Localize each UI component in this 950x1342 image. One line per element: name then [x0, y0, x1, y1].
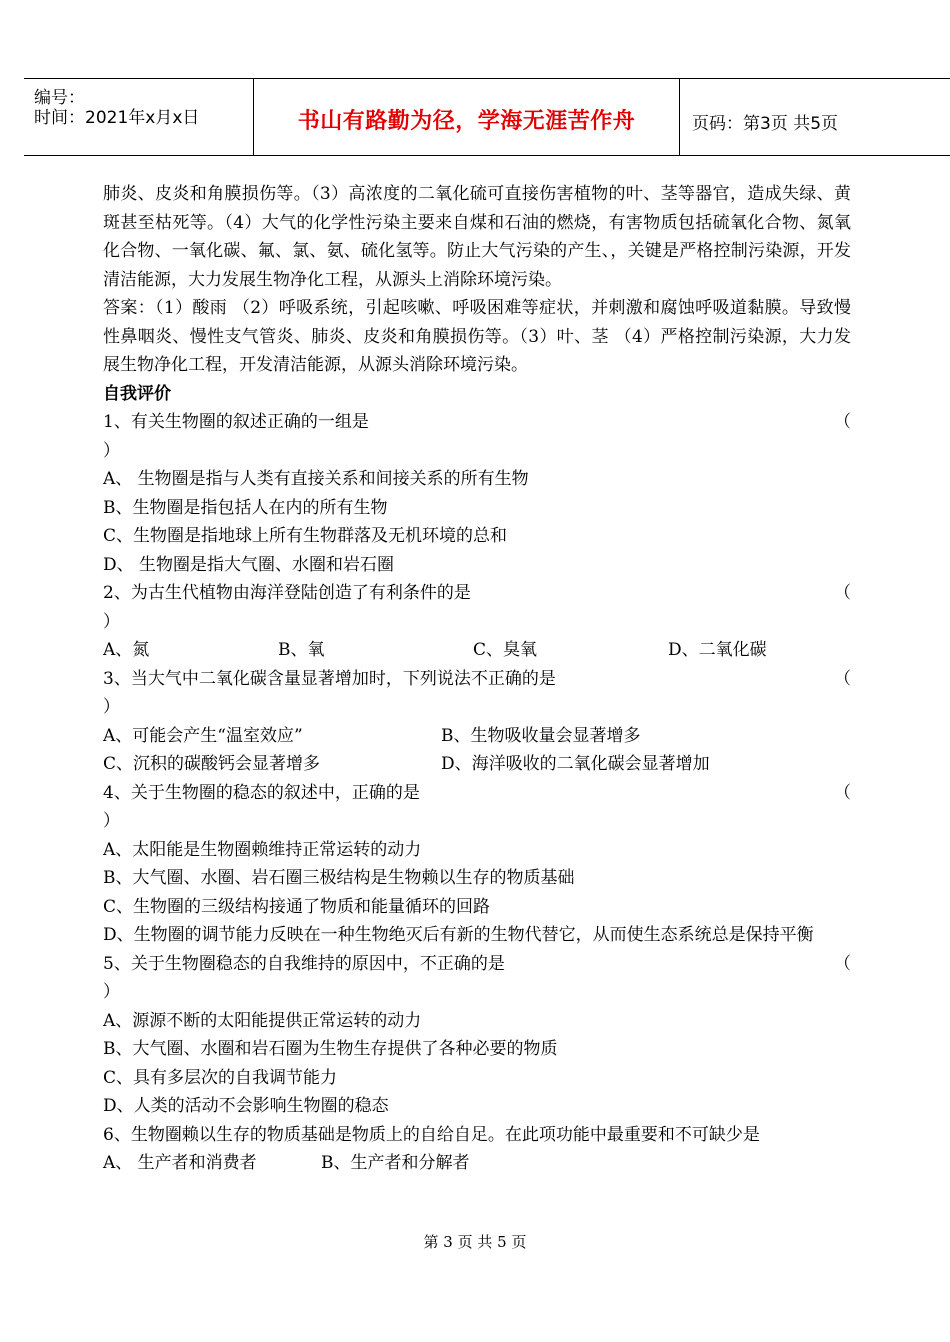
document-body — [103, 180, 851, 1178]
question-5 — [103, 950, 851, 979]
question-3-stem: 3、当大气中二氧化碳含量显著增加时，下列说法不正确的是 — [103, 668, 556, 689]
question-1-option-c: C、生物圈是指地球上所有生物群落及无机环境的总和 — [103, 526, 508, 546]
header-page-cell — [680, 79, 950, 155]
question-2-stem: 2、为古生代植物由海洋登陆创造了有利条件的是 — [103, 583, 471, 603]
question-1-stem: 1、有关生物圈的叙述正确的一组是 — [103, 412, 369, 432]
question-3-options-cd — [103, 750, 851, 779]
question-1-close-paren: ） — [103, 440, 120, 461]
page-info: 页码：第3页 共5页 — [692, 114, 839, 134]
question-2-options — [103, 636, 851, 665]
question-6-option-b: B、生产者和分解者 — [321, 1153, 470, 1173]
question-1-option-b: B、生物圈是指包括人在内的所有生物 — [103, 497, 388, 518]
question-4-option-a: A、太阳能是生物圈赖维持正常运转的动力 — [103, 839, 422, 860]
question-3 — [103, 665, 851, 694]
question-5-option-a: A、源源不断的太阳能提供正常运转的动力 — [103, 1010, 422, 1031]
question-3-open-paren: （ — [834, 668, 851, 689]
question-1-option-d: D、 生物圈是指大气圈、水圈和岩石圈 — [103, 554, 395, 575]
question-1 — [103, 408, 851, 437]
header-info-cell — [24, 79, 254, 155]
question-3-close-paren: ） — [103, 697, 120, 717]
self-eval-heading: 自我评价 — [103, 383, 171, 404]
question-5-close-paren: ） — [103, 982, 120, 1002]
question-5-option-c: C、具有多层次的自我调节能力 — [103, 1067, 338, 1088]
question-2-option-c: C、臭氧 — [473, 640, 538, 660]
question-6-options — [103, 1149, 851, 1178]
question-2-close-paren: ） — [103, 611, 120, 632]
question-3-options-ab — [103, 722, 851, 751]
page-header — [24, 78, 950, 156]
question-2 — [103, 579, 851, 608]
question-5-option-d: D、人类的活动不会影响生物圈的稳态 — [103, 1096, 389, 1116]
time-label: 时间：2021年x月x日 — [34, 108, 200, 128]
question-4 — [103, 779, 851, 808]
question-3-option-a: A、可能会产生“温室效应” — [103, 725, 303, 746]
question-1-option-a: A、 生物圈是指与人类有直接关系和间接关系的所有生物 — [103, 469, 529, 489]
question-2-open-paren: （ — [834, 583, 851, 603]
paragraph-1: 肺炎、皮炎和角膜损伤等。（3）高浓度的二氧化硫可直接伤害植物的叶、茎等器官，造成失绿、黄斑甚至枯死等。（4）大气的化学性污染主要来自煤和石油的燃烧，有害物质包括硫氧化合物、氮氧化合物、一氧化碳、氟、氯、氨、硫化氢等。防止大气污染的产生、，关键是严格控制污染源，开发清洁能源，大力发展生物净化工程，从源头上消除环境污染。 — [103, 184, 851, 290]
question-4-option-c: C、生物圈的三级结构接通了物质和能量循环的回路 — [103, 896, 491, 917]
question-5-stem: 5、关于生物圈稳态的自我维持的原因中，不正确的是 — [103, 953, 505, 974]
page-footer: 第 3 页 共 5 页 — [423, 1233, 527, 1251]
question-6-stem: 6、生物圈赖以生存的物质基础是物质上的自给自足。在此项功能中最重要和不可缺少是 — [103, 1124, 760, 1145]
question-4-option-d: D、生物圈的调节能力反映在一种生物绝灭后有新的生物代替它，从而使生态系统总是保持平衡 — [103, 925, 814, 945]
answer-paragraph: 答案：（1）酸雨 （2）呼吸系统，引起咳嗽、呼吸困难等症状，并刺激和腐蚀呼吸道黏膜。导致慢性鼻咽炎、慢性支气管炎、肺炎、皮炎和角膜损伤等。（3）叶、茎 （4）严格控制污染源，大力发展生物净化工程，开发清洁能源，从源头消除环境污染。 — [103, 298, 851, 375]
question-1-open-paren: （ — [834, 412, 851, 432]
question-5-open-paren: （ — [834, 953, 851, 974]
header-motto-cell — [254, 79, 680, 155]
question-3-option-d: D、海洋吸收的二氧化碳会显著增加 — [441, 754, 710, 774]
question-4-close-paren: ） — [103, 811, 120, 831]
question-3-option-b: B、生物吸收量会显著增多 — [441, 725, 641, 746]
question-2-option-b: B、氧 — [278, 640, 325, 660]
number-label: 编号： — [34, 88, 85, 108]
question-4-option-b: B、大气圈、水圈、岩石圈三极结构是生物赖以生存的物质基础 — [103, 868, 575, 888]
motto: 书山有路勤为径，学海无涯苦作舟 — [297, 109, 636, 134]
question-2-option-d: D、二氧化碳 — [668, 640, 767, 660]
question-6-option-a: A、 生产者和消费者 — [103, 1153, 257, 1173]
question-5-option-b: B、大气圈、水圈和岩石圈为生物生存提供了各种必要的物质 — [103, 1039, 558, 1059]
question-2-option-a: A、氮 — [103, 640, 150, 660]
question-3-option-c: C、沉积的碳酸钙会显著增多 — [103, 754, 321, 774]
question-4-stem: 4、关于生物圈的稳态的叙述中，正确的是 — [103, 782, 420, 803]
question-4-open-paren: （ — [834, 782, 851, 803]
